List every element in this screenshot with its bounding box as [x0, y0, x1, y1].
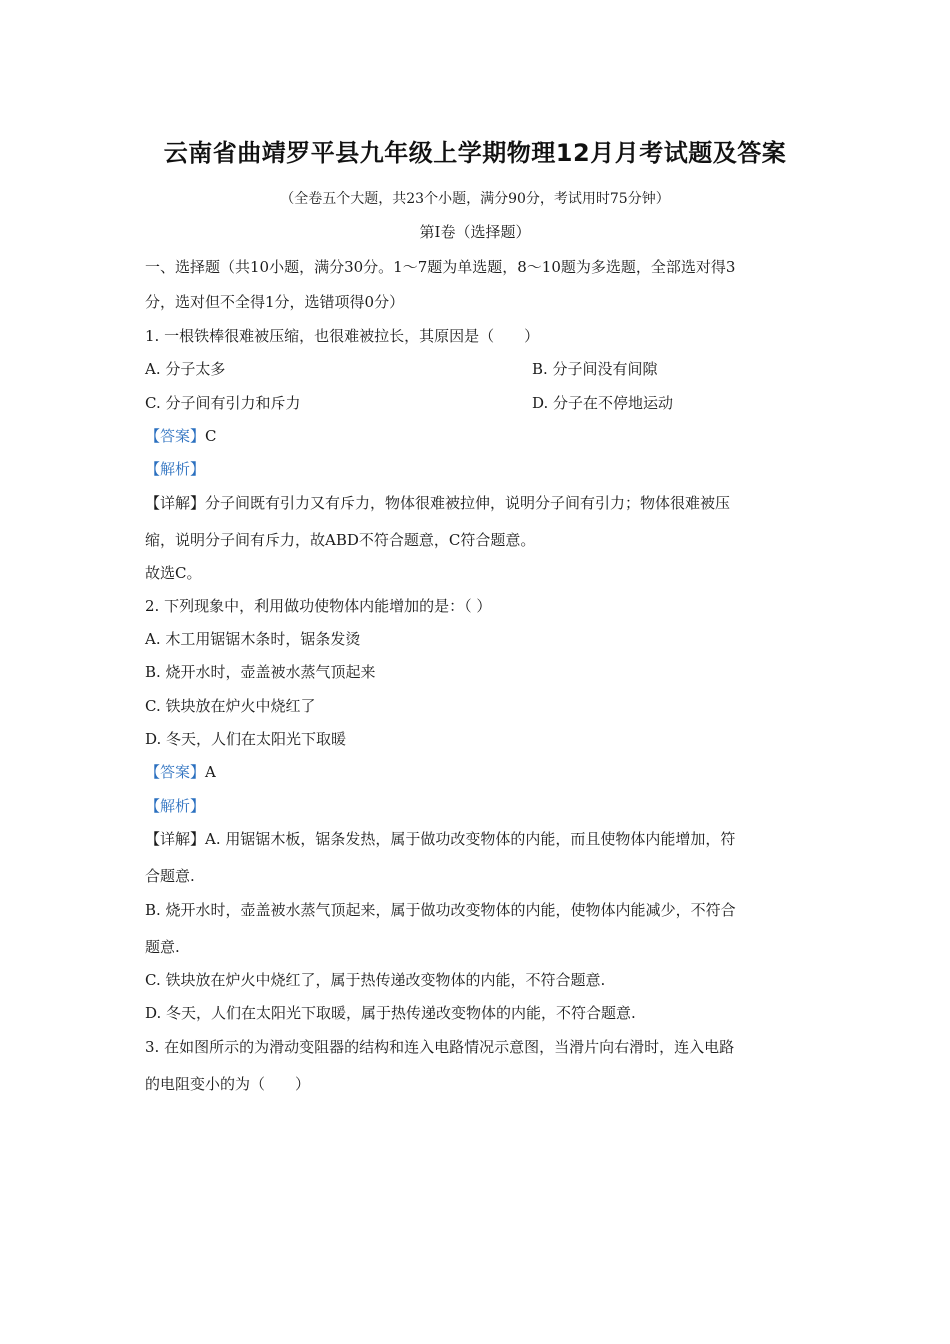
question-2-option-d: D. 冬天，人们在太阳光下取暖: [145, 730, 347, 748]
question-2-detail-b-line2: 题意.: [145, 938, 180, 956]
detail-label: 【详解】: [145, 494, 206, 512]
question-1-detail-line1: [145, 493, 810, 513]
question-1-analysis: [145, 459, 810, 479]
question-1-detail-line2: 缩，说明分子间有斥力，故ABD不符合题意，C符合题意。: [145, 531, 536, 549]
question-2-detail-b-line1: B. 烧开水时，壶盖被水蒸气顶起来，属于做功改变物体的内能，使物体内能减少，不符合: [145, 901, 736, 919]
question-1-option-c: C. 分子间有引力和斥力: [145, 394, 301, 412]
question-1-conclusion: 故选C。: [145, 564, 202, 582]
analysis-label: 【解析】: [145, 797, 206, 815]
question-1-option-a: A. 分子太多: [145, 360, 226, 378]
answer-label: 【答案】: [145, 763, 206, 781]
detail-text: 分子间既有引力又有斥力，物体很难被拉伸，说明分子间有引力；物体很难被压: [205, 494, 731, 512]
volume-heading: 第Ⅰ卷（选择题）: [419, 223, 531, 241]
question-2-analysis: [145, 796, 810, 816]
question-1-option-b: B. 分子间没有间隙: [532, 360, 658, 378]
question-2-detail-d: D. 冬天，人们在太阳光下取暖，属于热传递改变物体的内能，不符合题意.: [145, 1004, 636, 1022]
question-2-option-b: B. 烧开水时，壶盖被水蒸气顶起来: [145, 663, 376, 681]
question-2-answer: [145, 762, 810, 782]
question-1-stem: 1. 一根铁棒很难被压缩，也很难被拉长，其原因是（ ）: [145, 327, 540, 345]
question-2-detail-c: C. 铁块放在炉火中烧红了，属于热传递改变物体的内能，不符合题意.: [145, 971, 606, 989]
answer-label: 【答案】: [145, 427, 206, 445]
answer-value: C: [205, 427, 217, 445]
answer-value: A: [205, 763, 216, 781]
section-instructions-line1: 一、选择题（共10小题，满分30分。1～7题为单选题，8～10题为多选题，全部选对得3: [145, 258, 736, 276]
section-instructions-line2: 分，选对但不全得1分，选错项得0分）: [145, 293, 405, 311]
question-3-stem-line2: 的电阻变小的为（ ）: [145, 1075, 311, 1093]
question-1-option-d: D. 分子在不停地运动: [532, 394, 674, 412]
question-2-stem: 2. 下列现象中，利用做功使物体内能增加的是：（ ）: [145, 597, 492, 615]
question-2-detail-a-line2: 合题意.: [145, 867, 195, 885]
page-title: 云南省曲靖罗平县九年级上学期物理12月月考试题及答案: [163, 139, 787, 167]
question-3-stem-line1: 3. 在如图所示的为滑动变阻器的结构和连入电路情况示意图，当滑片向右滑时，连入电路: [145, 1038, 735, 1056]
question-2-option-a: A. 木工用锯锯木条时，锯条发烫: [145, 630, 361, 648]
detail-label: 【详解】: [145, 830, 206, 848]
question-2-detail-a-line1: [145, 829, 810, 849]
question-1-answer: [145, 426, 810, 446]
analysis-label: 【解析】: [145, 460, 206, 478]
exam-info: （全卷五个大题，共23个小题，满分90分，考试用时75分钟）: [280, 191, 670, 207]
detail-text: A. 用锯锯木板，锯条发热，属于做功改变物体的内能，而且使物体内能增加，符: [205, 830, 736, 848]
question-2-option-c: C. 铁块放在炉火中烧红了: [145, 697, 316, 715]
